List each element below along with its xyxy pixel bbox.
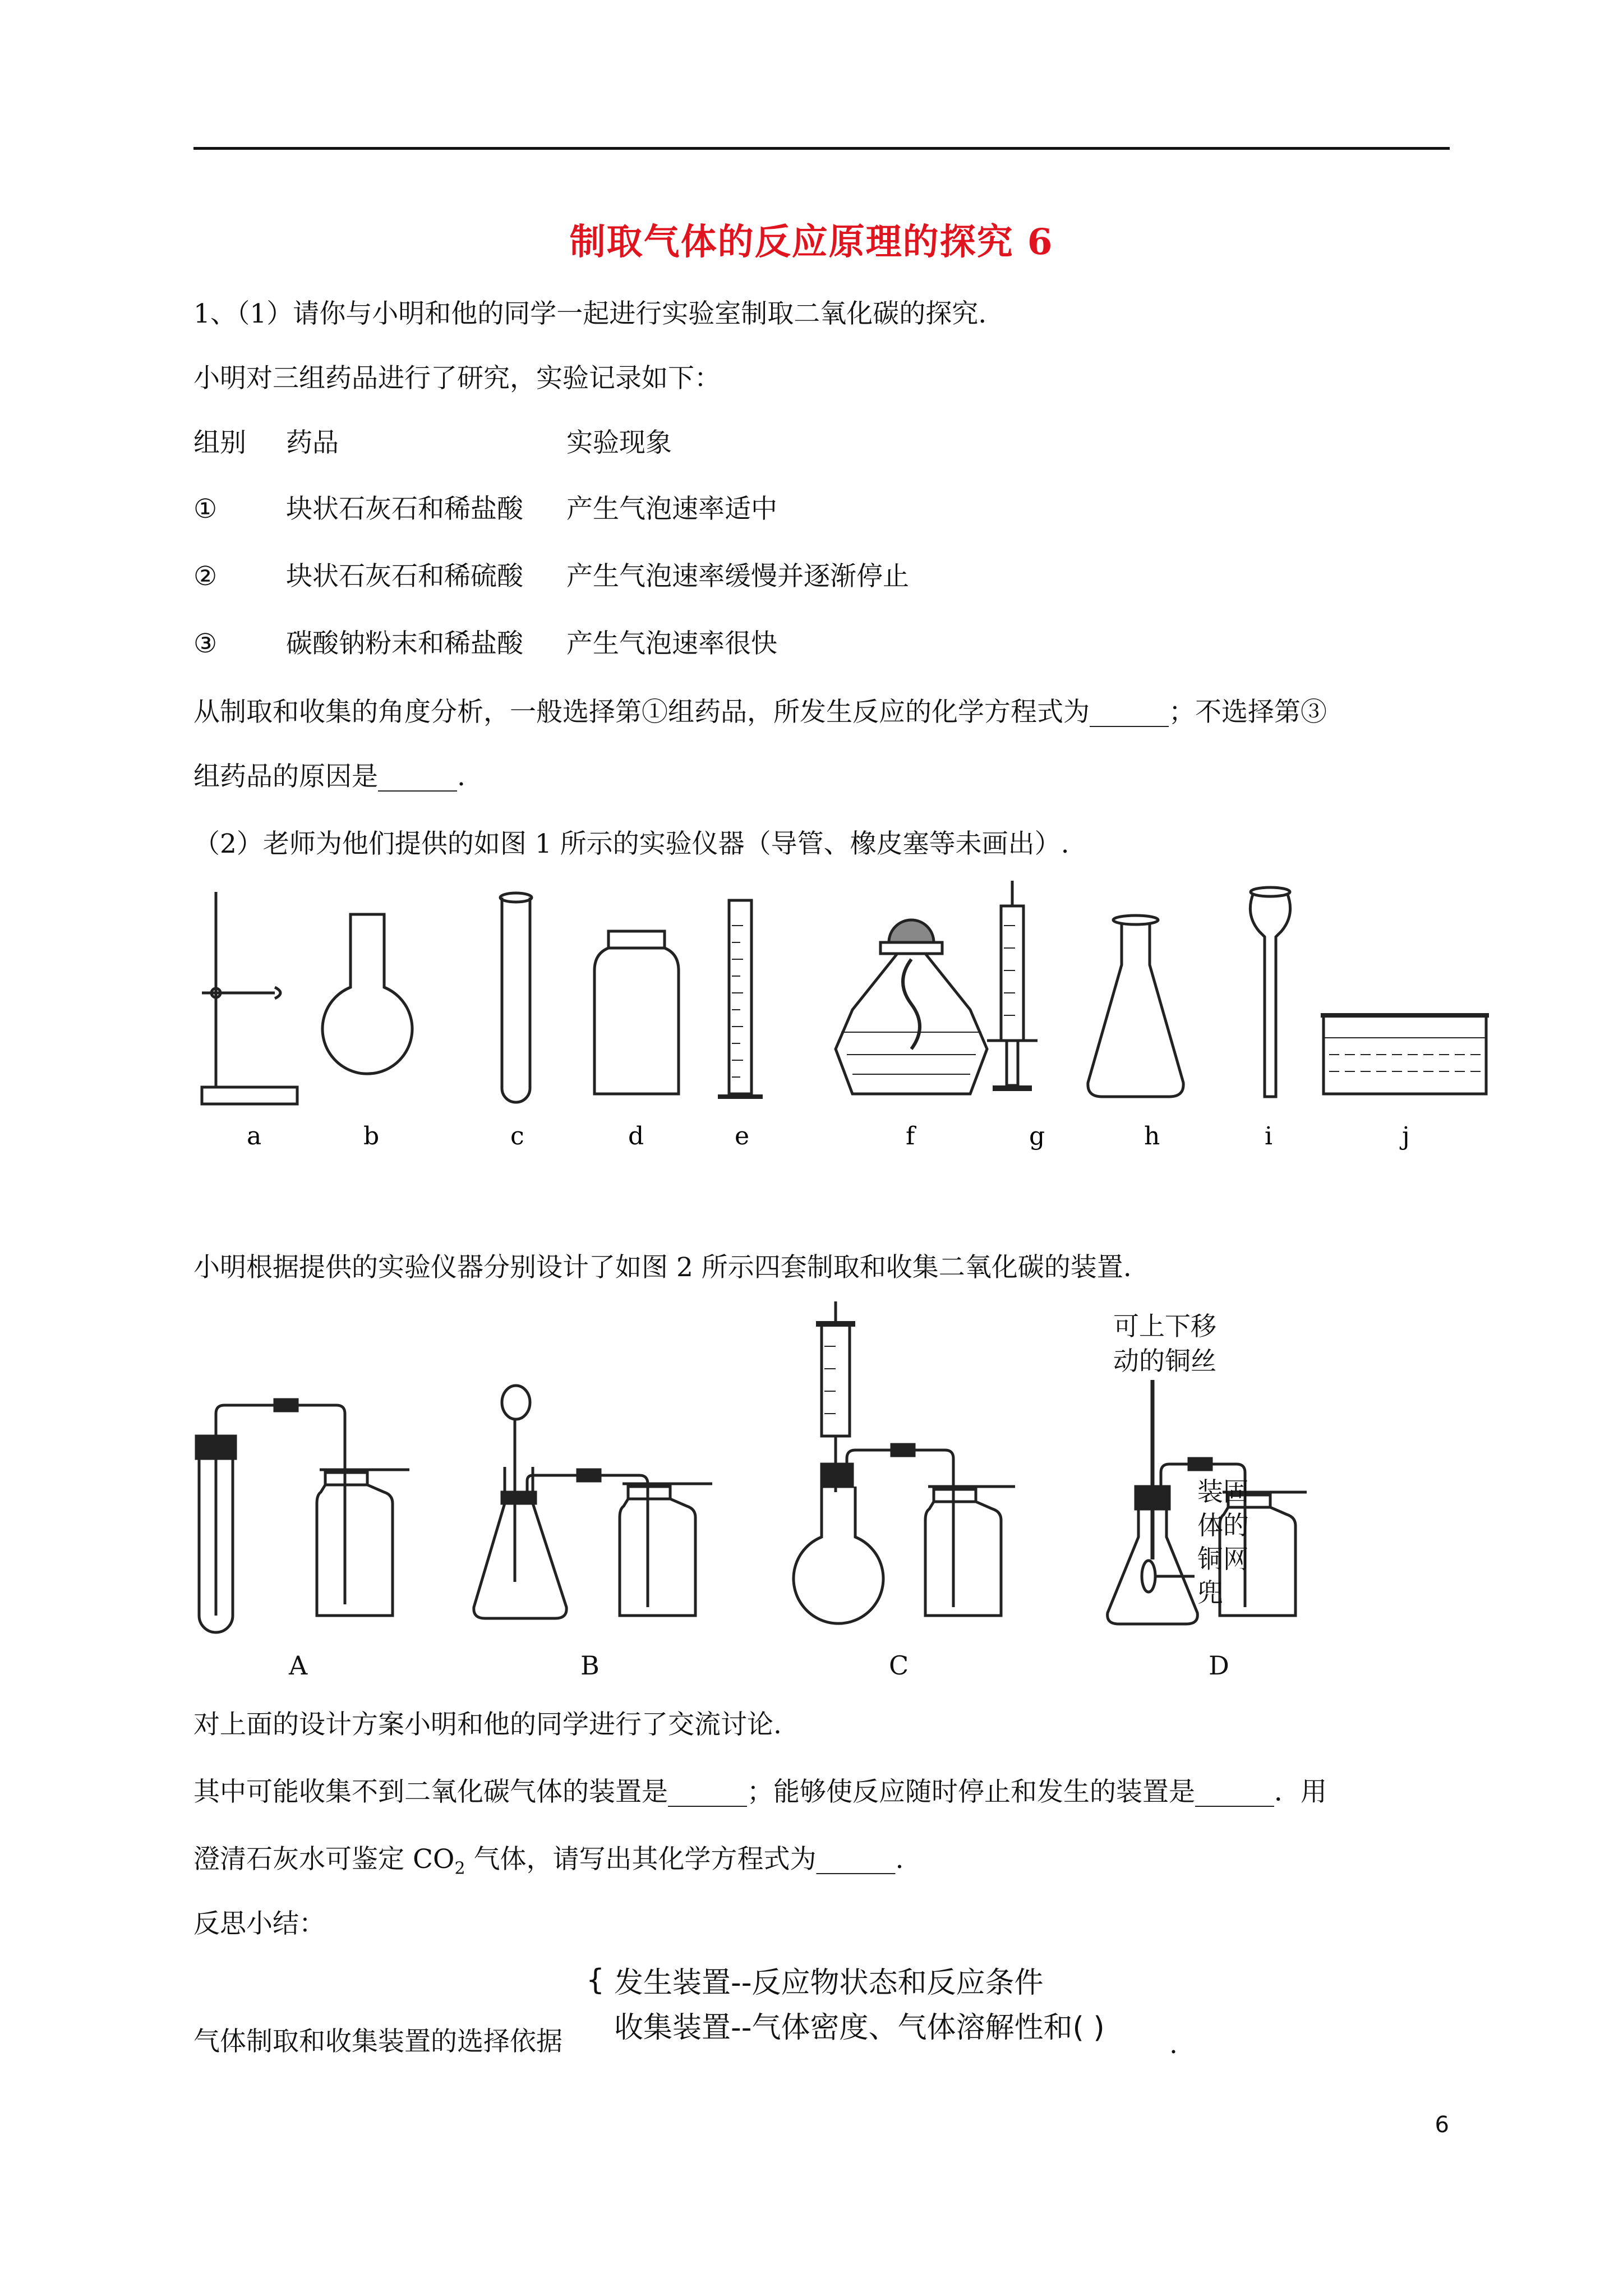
analysis-line-1: 从制取和收集的角度分析，一般选择第①组药品，所发生反应的化学方程式为______；不选择第③	[193, 697, 1327, 728]
question-line-2-b: 气体，请写出其化学方程式为______.	[465, 1844, 904, 1875]
basis-generation: 发生装置--反应物状态和反应条件	[614, 1966, 1044, 2000]
graduated-cylinder-icon	[718, 900, 763, 1097]
setup-c	[794, 1301, 1015, 1623]
table-row-2-group: ②	[193, 561, 218, 592]
table-row-1-group: ①	[193, 494, 218, 524]
fig1-label-d: d	[628, 1122, 644, 1151]
reagent-bottle-icon	[594, 931, 679, 1094]
brace-icon: {	[586, 1963, 605, 1997]
fig1-label-a: a	[247, 1122, 262, 1151]
fig1-label-f: f	[906, 1122, 915, 1151]
question-line-2	[193, 1843, 903, 1885]
long-neck-funnel-icon	[1250, 887, 1290, 1097]
selection-basis: 气体制取和收集装置的选择依据	[193, 2026, 562, 2057]
table-row-3-reagent: 碳酸钠粉末和稀盐酸	[286, 628, 523, 659]
setup-b	[474, 1386, 712, 1618]
fig2-annotation-side-2: 体的	[1197, 1510, 1249, 1540]
fig1-label-h: h	[1144, 1122, 1160, 1151]
page-number: 6	[1435, 2112, 1449, 2138]
fig2-intro: 小明根据提供的实验仪器分别设计了如图 2 所示四套制取和收集二氧化碳的装置.	[193, 1252, 1132, 1283]
fig1-label-c: c	[510, 1122, 524, 1151]
figure-1-apparatus	[191, 881, 1492, 1151]
header-rule	[193, 147, 1450, 150]
table-header-phenomenon: 实验现象	[566, 427, 672, 458]
fig2-annotation-side-4: 兜	[1197, 1577, 1223, 1608]
fig2-annotation-top-2: 动的铜丝	[1113, 1346, 1216, 1376]
reflect-heading: 反思小结：	[193, 1908, 325, 1939]
basis-period: .	[1169, 2029, 1178, 2060]
table-row-2-phenomenon: 产生气泡速率缓慢并逐渐停止	[566, 561, 909, 592]
table-row-1-reagent: 块状石灰石和稀盐酸	[286, 494, 523, 524]
analysis-line-2: 组药品的原因是______.	[193, 761, 465, 792]
setup-a	[196, 1400, 409, 1632]
q1-record: 小明对三组药品进行了研究，实验记录如下：	[193, 363, 721, 394]
water-trough-icon	[1321, 1015, 1489, 1094]
table-header-reagent: 药品	[286, 427, 339, 458]
fig2-annotation-top-1: 可上下移	[1113, 1311, 1216, 1341]
conical-flask-icon	[1088, 915, 1183, 1097]
fig2-label-d: D	[1209, 1650, 1229, 1681]
part2-text: （2）老师为他们提供的如图 1 所示的实验仪器（导管、橡皮塞等未画出）.	[193, 829, 1069, 859]
table-row-3-group: ③	[193, 628, 218, 659]
fig1-label-e: e	[735, 1122, 750, 1151]
fig2-annotation-side-3: 铜网	[1197, 1544, 1249, 1574]
fig2-annotation-side-1: 装固	[1197, 1476, 1249, 1507]
fig1-label-b: b	[363, 1122, 380, 1151]
question-line-1: 其中可能收集不到二氧化碳气体的装置是______；能够使反应随时停止和发生的装置是______．用	[193, 1777, 1327, 1807]
fig2-label-c: C	[889, 1650, 909, 1681]
discussion-text: 对上面的设计方案小明和他的同学进行了交流讨论.	[193, 1709, 782, 1740]
table-header-group: 组别	[193, 427, 246, 458]
basis-collection: 收集装置--气体密度、气体溶解性和( )	[614, 2011, 1105, 2045]
q1-intro: 1、（1）请你与小明和他的同学一起进行实验室制取二氧化碳的探究.	[193, 298, 987, 329]
syringe-icon	[987, 881, 1038, 1088]
page-title: 制取气体的反应原理的探究 6	[569, 221, 1054, 263]
figure-2-setups	[191, 1301, 1352, 1683]
fig2-label-b: B	[580, 1650, 600, 1681]
test-tube-icon	[502, 898, 530, 1102]
iron-stand-icon	[202, 892, 297, 1104]
co2-subscript: 2	[454, 1858, 465, 1879]
round-flask-icon	[322, 914, 412, 1074]
fig1-label-j: j	[1402, 1122, 1410, 1151]
table-row-3-phenomenon: 产生气泡速率很快	[566, 628, 777, 659]
table-row-1-phenomenon: 产生气泡速率适中	[566, 494, 777, 524]
fig2-label-a: A	[289, 1650, 308, 1681]
fig1-label-i: i	[1265, 1122, 1273, 1151]
alcohol-lamp-icon	[836, 920, 987, 1094]
table-row-2-reagent: 块状石灰石和稀硫酸	[286, 561, 523, 592]
fig1-label-g: g	[1029, 1122, 1045, 1151]
question-line-2-a: 澄清石灰水可鉴定 CO	[193, 1844, 455, 1875]
